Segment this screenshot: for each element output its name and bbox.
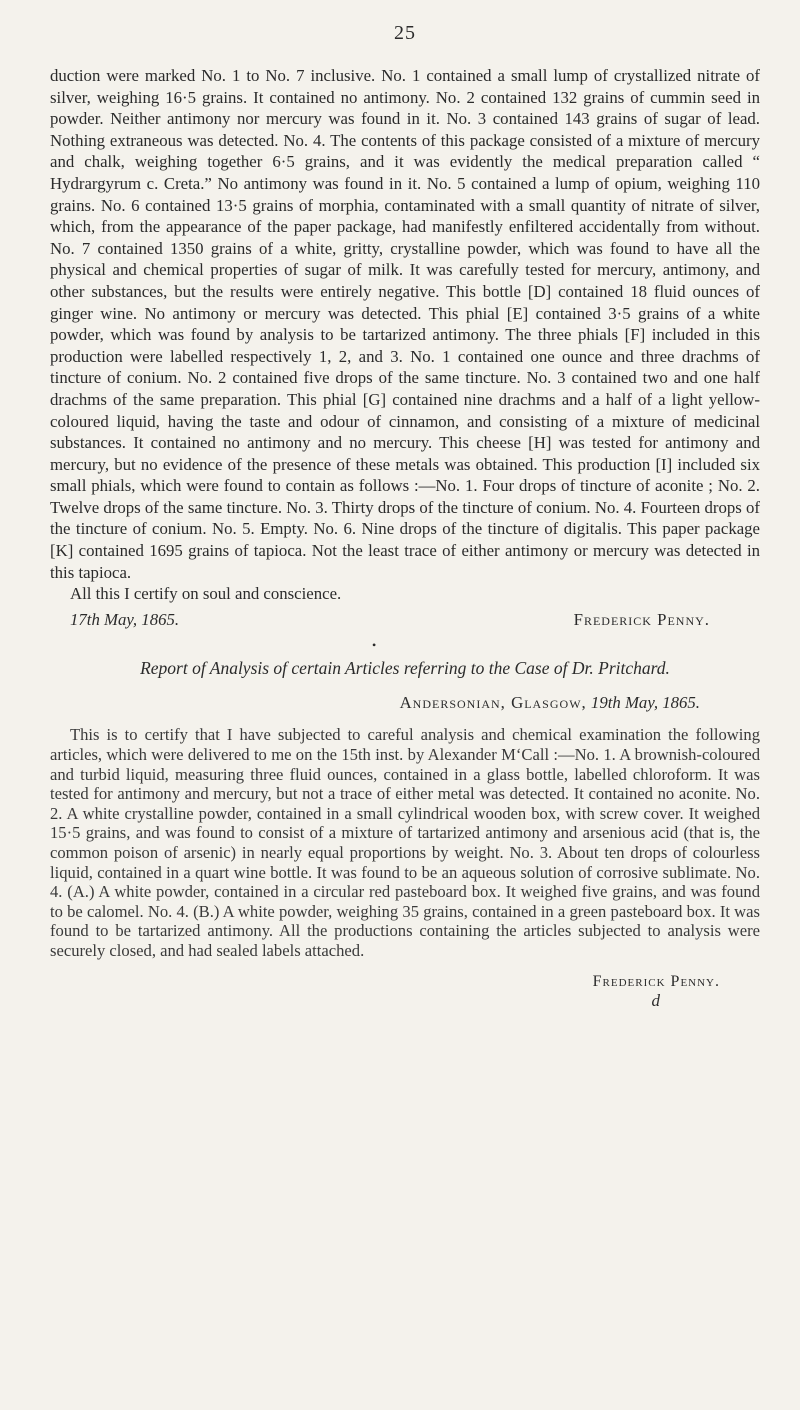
statement-paragraph: duction were marked No. 1 to No. 7 inclusive. No. 1 contained a small lump of crystallized nitrate of silver, weighing 16·5 grains. It contained no antimony. No. 2 contained 132 grains of cummin seed in powder. Neither antimony nor mercury was found in it. No. 3 contained 143 grains of sugar of lead. Nothing extraneous was detected. No. 4. The contents of this package consisted of a mixture of mercury and chalk, weighing together 6·5 grains, and it was evidently the medical preparation called “ Hydrargyrum c. Creta.” No antimony was found in it. No. 5 contained a lump of opium, weighing 110 grains. No. 6 contained 13·5 grains of morphia, contaminated with a small quantity of nitrate of silver, which, from the appearance of the paper package, had manifestly enfiltered accidentally from without. No. 7 contained 1350 grains of a white, gritty, crystalline powder, which was found to have all the physical and chemical properties of sugar of milk. It was carefully tested for mercury, antimony, and other substances, but the results were entirely negative. This bottle [D] contained 18 fluid ounces of ginger wine. No antimony or mercury was detected. This phial [E] contained 3·5 grains of a white powder, which was found by analysis to be tartarized antimony. The three phials [F] included in this production were labelled respectively 1, 2, and 3. No. 1 contained one ounce and three drachms of tincture of conium. No. 2 contained five drops of the same tincture. No. 3 contained two and one half drachms of the same preparation. This phial [G] contained nine drachms and a half of a light yellow-coloured liquid, having the taste and odour of cinnamon, and consisting of a mixture of medicinal substances. It contained no antimony and no mercury. This cheese [H] was tested for antimony and mercury, but no evidence of the presence of these metals was obtained. This production [I] included six small phials, which were found to contain as follows :—No. 1. Four drops of tincture of aconite ; No. 2. Twelve drops of the same tincture. No. 3. Thirty drops of the tincture of conium. No. 4. Fourteen drops of the tincture of conium. No. 5. Empty. No. 6. Nine drops of the tincture of digitalis. This paper package [K] contained 1695 grains of tapioca. Not the least trace of either antimony or mercury was detected in this tapioca.: [50, 66, 760, 582]
certification-line: All this I certify on soul and conscience.: [70, 584, 342, 604]
page-number: 25: [394, 22, 416, 44]
divider-mark: •: [372, 638, 377, 653]
report-body: This is to certify that I have subjected to careful analysis and chemical examination the following articles, which were delivered to me on the 15th inst. by Alexander M‘Call :—No. 1. A brownish-coloured and turbid liquid, measuring three fluid ounces, contained in a glass bottle, labelled chloroform. It was tested for antimony and mercury, but not a trace of either metal was detected. It contained no aconite. No. 2. A white crystalline powder, contained in a small cylindrical wooden box, with screw cover. It weighed 15·5 grains, and was found to consist of a mixture of tartarized antimony and arsenious acid (that is, the common poison of arsenic) in nearly equal proportions by weight. No. 3. About ten drops of colourless liquid, contained in a quart wine bottle. It was found to be an aqueous solution of corrosive sublimate. No. 4. (A.) A white powder, contained in a circular red pasteboard box. It weighed five grains, and was found to be calomel. No. 4. (B.) A white powder, weighing 35 grains, contained in a green pasteboard box. It was found to be tartarized antimony. All the productions containing the articles subjected to analysis were securely closed, and had sealed labels attached.: [50, 725, 760, 960]
report-place-date: [50, 693, 760, 713]
report-title: Report of Analysis of certain Articles referring to the Case of Dr. Pritchard.: [140, 658, 670, 679]
statement-signer: Frederick Penny.: [573, 609, 710, 629]
report-date: 19th May, 1865.: [590, 693, 700, 713]
signature-mark: d: [651, 990, 660, 1010]
statement-date: 17th May, 1865.: [70, 609, 180, 629]
report-place: Andersonian, Glasgow,: [399, 693, 587, 713]
statement-date-signature: [50, 609, 760, 631]
report-signer: Frederick Penny.: [592, 972, 720, 990]
